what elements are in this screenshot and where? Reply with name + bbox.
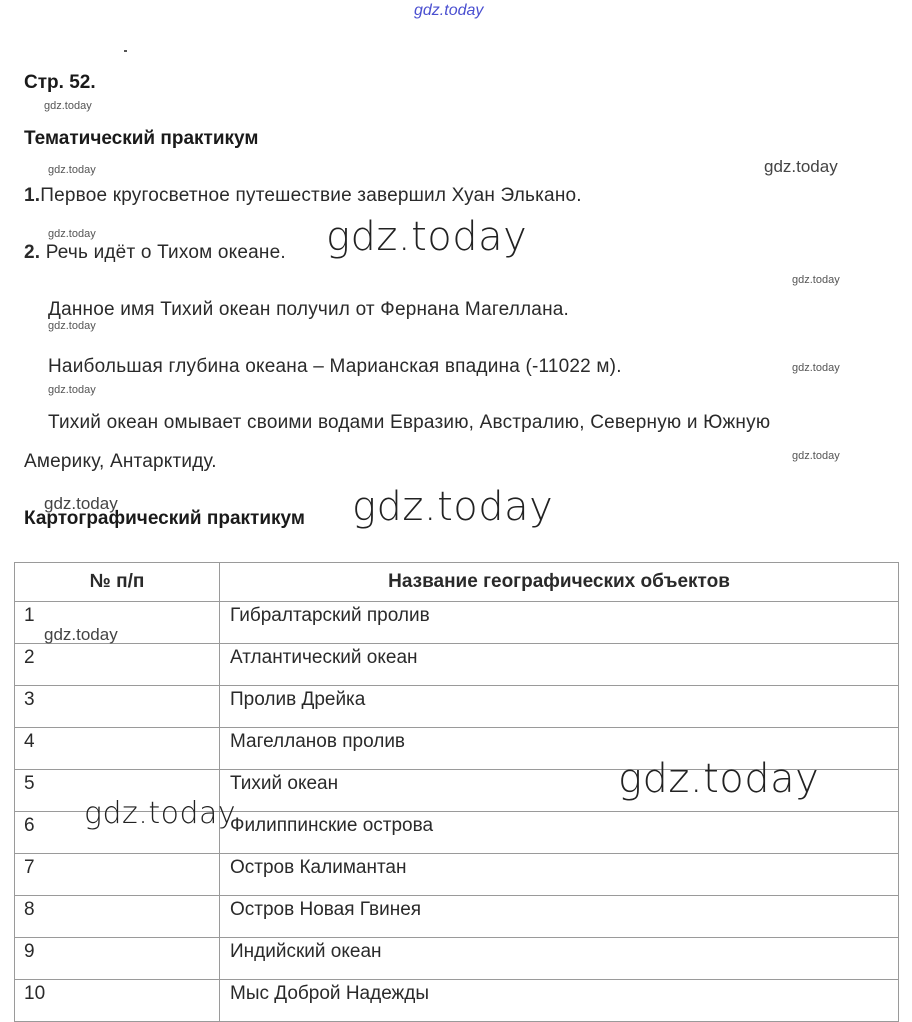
cell-number: 3: [15, 686, 220, 728]
cell-name: Гибралтарский пролив: [220, 602, 899, 644]
table-row: [15, 896, 899, 938]
table-row: [15, 602, 899, 644]
table-row: [15, 938, 899, 980]
item-text: Речь идёт о Тихом океане.: [40, 242, 286, 263]
item-number: 1.: [24, 185, 41, 206]
paragraph-item-2: [24, 242, 286, 264]
watermark: gdz.today: [792, 274, 840, 286]
cell-number: 1: [15, 602, 220, 644]
paragraph-name-origin: Данное имя Тихий океан получил от Фернана Магеллана.: [48, 299, 570, 320]
cell-name: Мыс Доброй Надежды: [220, 980, 899, 1022]
watermark: gdz.today: [44, 494, 118, 513]
watermark: gdz.today: [44, 100, 92, 112]
cell-name: Остров Новая Гвинея: [220, 896, 899, 938]
watermark-large: gdz.today: [618, 756, 820, 802]
table-header-row: [15, 563, 899, 602]
table-row: [15, 644, 899, 686]
scan-mark: [124, 50, 127, 52]
watermark-large: gdz.today: [326, 214, 528, 260]
watermark-large: gdz.today: [352, 484, 554, 530]
paragraph-continents-line-2: Америку, Антарктиду.: [24, 451, 217, 472]
cell-name: Тихий океан: [220, 770, 899, 812]
watermark: gdz.today: [48, 228, 96, 240]
section-heading-cartographic: Картографический практикум: [24, 508, 305, 529]
watermark: gdz.today: [48, 164, 96, 176]
cell-name: Магелланов пролив: [220, 728, 899, 770]
cell-number: 6: [15, 812, 220, 854]
cell-number: 5: [15, 770, 220, 812]
cell-number: 8: [15, 896, 220, 938]
paragraph-item-1: [24, 185, 582, 207]
cell-name: Остров Калимантан: [220, 854, 899, 896]
cell-number: 4: [15, 728, 220, 770]
cell-name: Индийский океан: [220, 938, 899, 980]
paragraph-continents-line-1: Тихий океан омывает своими водами Евразию, Австралию, Северную и Южную: [48, 412, 771, 433]
cell-number: 10: [15, 980, 220, 1022]
column-header-name: Название географических объектов: [220, 563, 899, 602]
cell-number: 7: [15, 854, 220, 896]
item-number: 2.: [24, 242, 41, 263]
item-text: Первое кругосветное путешествие завершил Хуан Элькано.: [40, 185, 582, 206]
cell-name: Филиппинские острова: [220, 812, 899, 854]
watermark: gdz.today: [44, 625, 118, 644]
watermark: gdz.today: [792, 362, 840, 374]
cell-name: Атлантический океан: [220, 644, 899, 686]
watermark: gdz.today: [48, 320, 96, 332]
watermark-top: gdz.today: [414, 2, 484, 19]
cell-number: 9: [15, 938, 220, 980]
table-row: [15, 686, 899, 728]
watermark: gdz.today: [48, 384, 96, 396]
page-title: Стр. 52.: [24, 72, 96, 93]
table-row: [15, 854, 899, 896]
cell-name: Пролив Дрейка: [220, 686, 899, 728]
watermark-large: gdz.today: [84, 796, 237, 831]
section-heading-thematic: Тематический практикум: [24, 128, 259, 149]
watermark: gdz.today: [792, 450, 840, 462]
watermark: gdz.today: [764, 157, 838, 176]
paragraph-max-depth: Наибольшая глубина океана – Марианская впадина (-11022 м).: [48, 356, 622, 377]
column-header-number: № п/п: [15, 563, 220, 602]
cell-number: 2: [15, 644, 220, 686]
table-row: [15, 980, 899, 1022]
